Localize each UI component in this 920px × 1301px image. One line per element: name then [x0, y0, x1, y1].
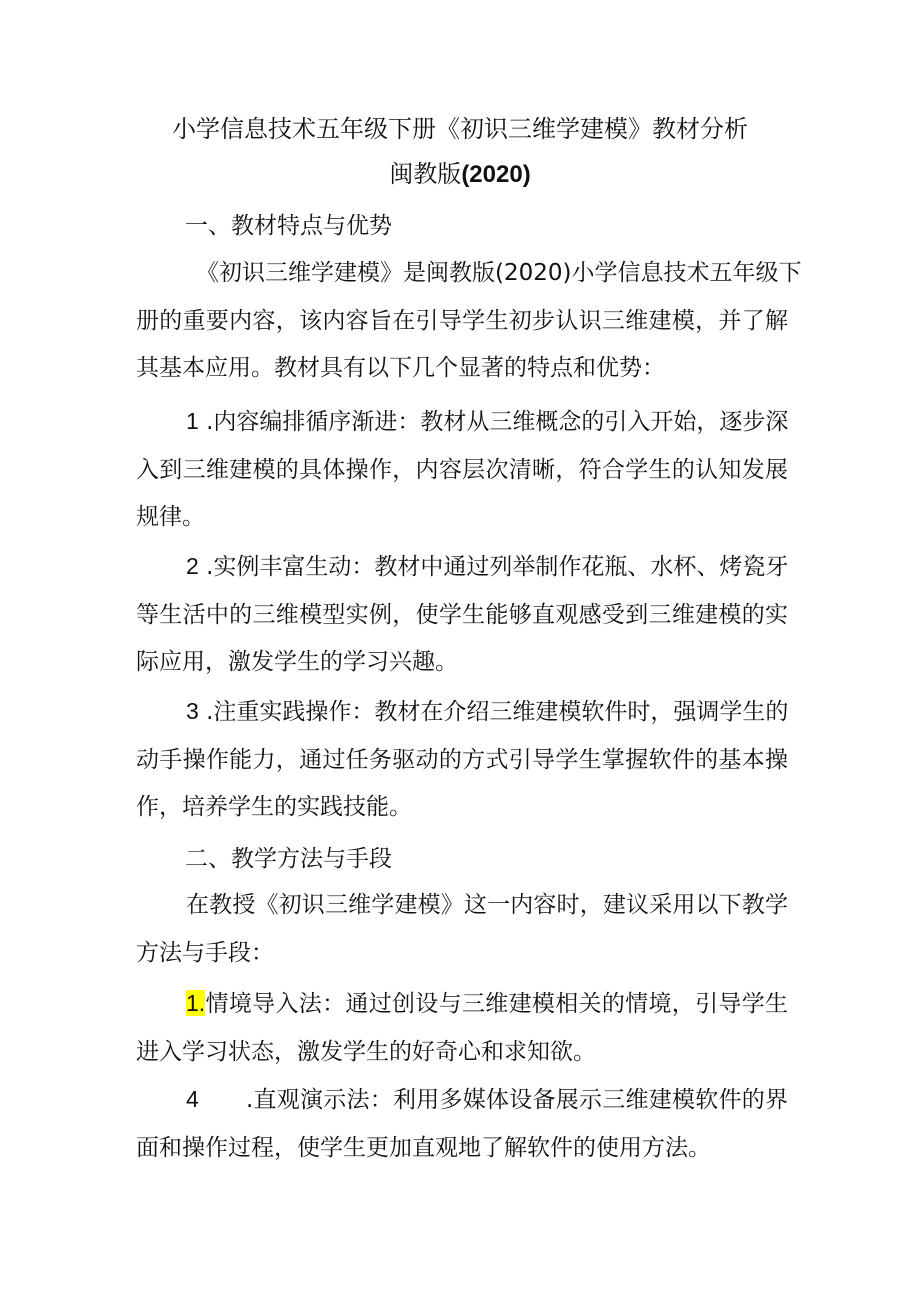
section1-item-3: [136, 688, 788, 832]
item-text: .实例丰富生动：教材中通过列举制作花瓶、水杯、烤瓷牙: [198, 554, 789, 580]
section1-item-2: [136, 543, 788, 687]
item-text: 情境导入法：通过创设与三维建模相关的情境，引导学生: [205, 991, 788, 1017]
section1-intro-line: 其基本应用。教材具有以下几个显著的特点和优势：: [136, 355, 665, 381]
item-text: .内容编排循序渐进：教材从三维概念的引入开始，逐步深: [198, 409, 789, 435]
section2-item-1-line: 进入学习状态，激发学生的好奇心和求知欲。: [136, 1038, 596, 1065]
section1-item-2-line: 际应用，激发学生的学习兴趣。: [136, 649, 458, 675]
document-subtitle: [0, 158, 920, 191]
item-number: 4: [186, 1086, 199, 1112]
section2-item-4-line: [136, 1076, 788, 1125]
section1-item-2-line: 等生活中的三维模型实例，使学生能够直观感受到三维建模的实: [136, 601, 788, 628]
edition-year: (2020): [461, 161, 531, 188]
section1-intro-line: 《初识三维学建模》是闽教版(2020)小学信息技术五年级下: [196, 260, 802, 286]
item-number: 1: [186, 408, 199, 434]
section1-item-3-line: [136, 688, 788, 737]
section2-intro-line: 在教授《初识三维学建模》这一内容时，建议采用以下教学: [186, 892, 788, 918]
section1-item-1-line: [136, 398, 788, 447]
section1-item-1-line: 入到三维建模的具体操作，内容层次清晰，符合学生的认知发展: [136, 456, 788, 483]
section2-item-4: [136, 1076, 788, 1172]
section1-heading: 一、教材特点与优势: [185, 213, 392, 239]
item-number: 3: [186, 698, 199, 724]
section2-item-1: [136, 980, 788, 1076]
section1-item-2-line: [136, 543, 788, 592]
section1-item-3-line: 作，培养学生的实践技能。: [136, 794, 412, 820]
highlighted-item-number: 1.: [186, 990, 206, 1016]
item-text: .注重实践操作：教材在介绍三维建模软件时，强调学生的: [198, 699, 789, 725]
section1-intro: [136, 250, 802, 393]
section2-item-4-line: 面和操作过程，使学生更加直观地了解软件的使用方法。: [136, 1134, 711, 1161]
section2-heading: 二、教学方法与手段: [185, 846, 392, 872]
section1-intro-line: 册的重要内容，该内容旨在引导学生初步认识三维建模，并了解: [136, 307, 788, 334]
section1-item-1: [136, 398, 788, 542]
edition-name: 闽教版: [389, 160, 462, 188]
section2-intro: [136, 882, 788, 977]
document-title: 小学信息技术五年级下册《初识三维学建模》教材分析: [172, 115, 748, 143]
section2-item-1-line: [136, 980, 788, 1029]
item-text: .直观演示法：利用多媒体设备展示三维建模软件的界: [246, 1087, 788, 1113]
section1-item-3-line: 动手操作能力，通过任务驱动的方式引导学生掌握软件的基本操: [136, 746, 788, 773]
section2-intro-line: 方法与手段：: [136, 939, 274, 966]
section1-item-1-line: 规律。: [136, 504, 205, 530]
item-number: 2: [186, 553, 199, 579]
